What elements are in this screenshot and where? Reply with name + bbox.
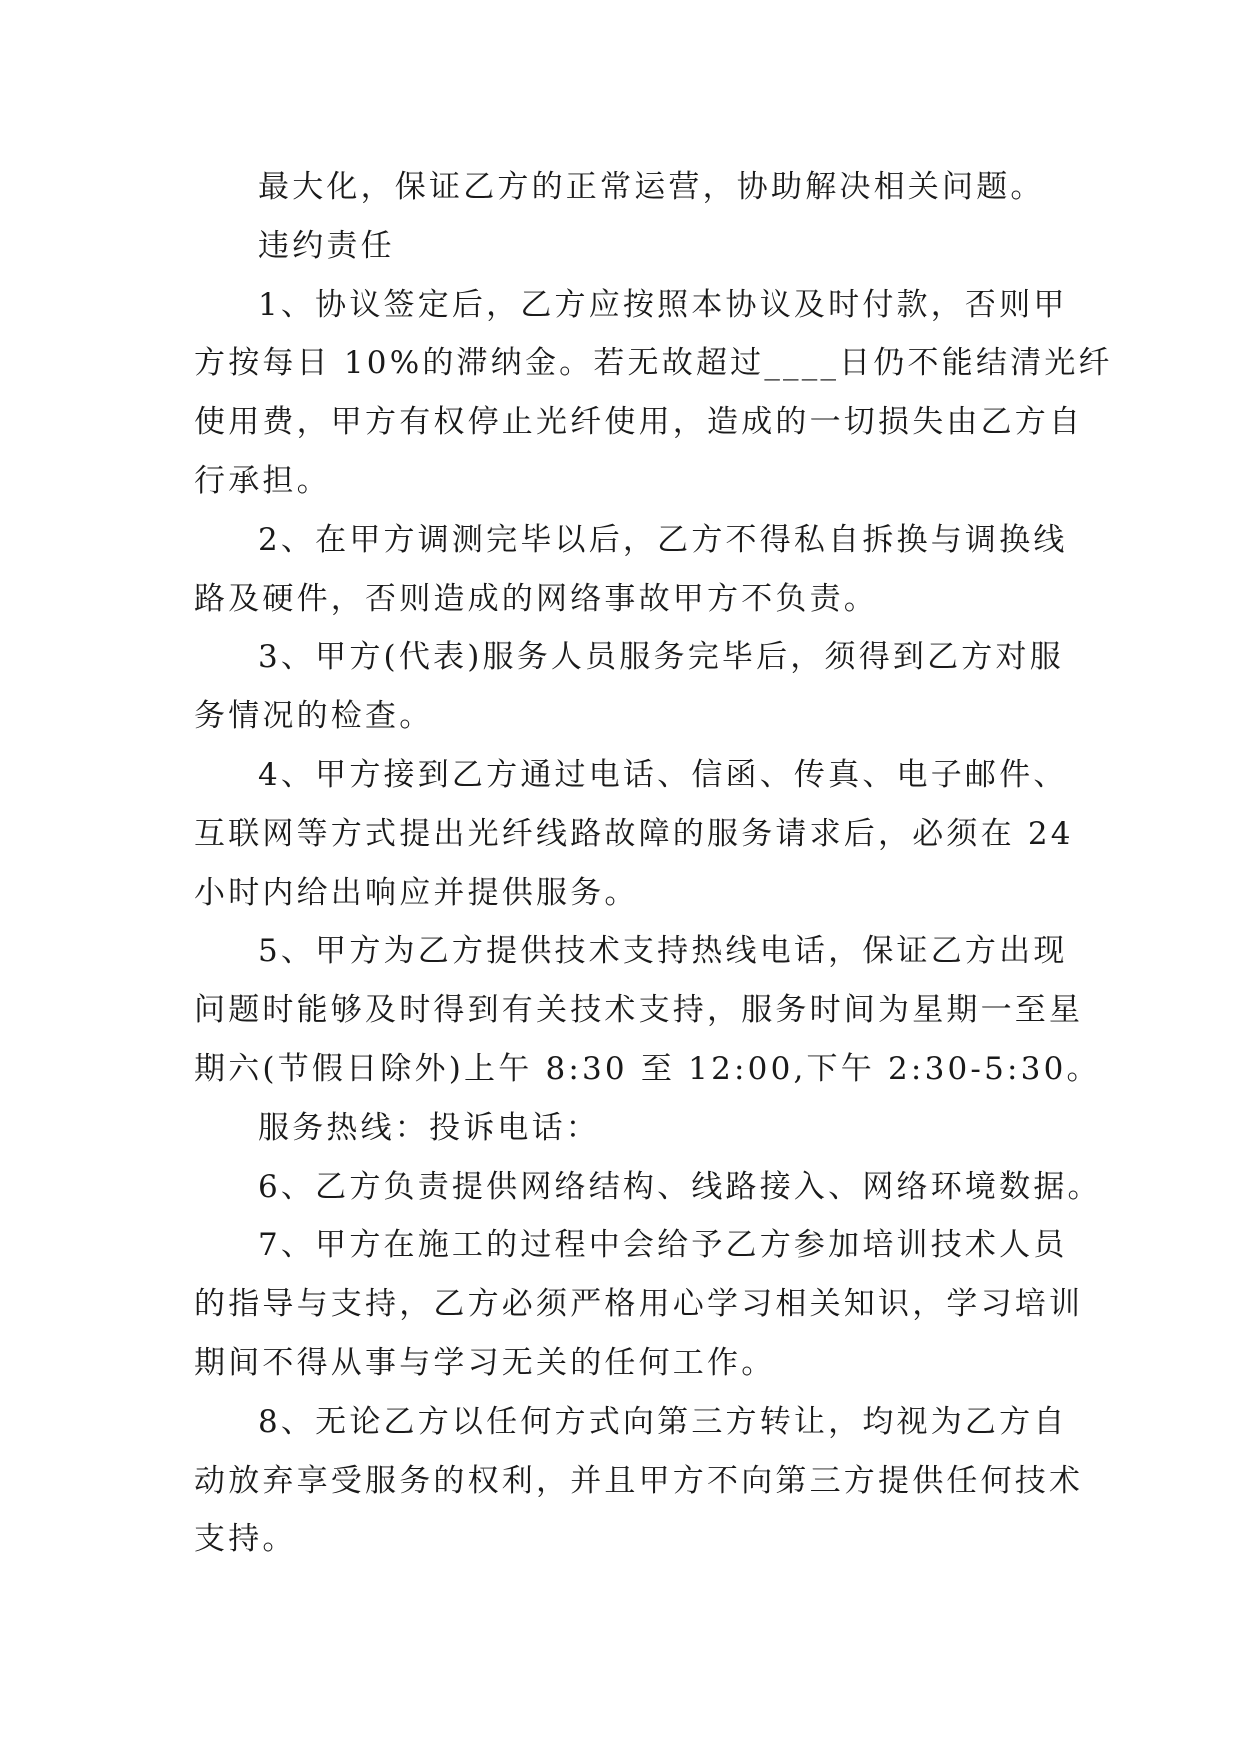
text-line: 4、甲方接到乙方通过电话、信函、传真、电子邮件、 [258, 756, 1068, 793]
clause-6 [194, 1158, 1102, 1217]
text-line: 务情况的检查。 [194, 698, 434, 735]
text-line: 支持。 [194, 1521, 297, 1558]
clause-7 [194, 1216, 1084, 1392]
clause-4 [194, 746, 1074, 922]
clause-1 [194, 276, 1113, 511]
text-line: 小时内给出响应并提供服务。 [194, 874, 639, 911]
text-line: 3、甲方(代表)服务人员服务完毕后，须得到乙方对服 [258, 639, 1064, 676]
text-line: 服务热线：投诉电话： [258, 1109, 600, 1146]
text-line: 最大化，保证乙方的正常运营，协助解决相关问题。 [258, 169, 1045, 205]
text-line: 期间不得从事与学习无关的任何工作。 [194, 1344, 776, 1381]
text-line: 问题时能够及时得到有关技术支持，服务时间为星期一至星 [194, 992, 1084, 1029]
clause-5 [194, 922, 1101, 1098]
text-line: 互联网等方式提出光纤线路故障的服务请求后，必须在 24 [194, 815, 1074, 852]
text-line: 动放弃享受服务的权利，并且甲方不向第三方提供任何技术 [194, 1462, 1084, 1499]
document-body [194, 158, 1113, 1569]
text-line: 行承担。 [194, 462, 331, 499]
paragraph-continuation [194, 158, 1054, 217]
text-line: 5、甲方为乙方提供技术支持热线电话，保证乙方出现 [258, 933, 1068, 970]
text-line: 1、协议签定后，乙方应按照本协议及时付款，否则甲 [258, 286, 1068, 323]
service-hotline-line [194, 1099, 1054, 1158]
text-line: 6、乙方负责提供网络结构、线路接入、网络环境数据。 [258, 1168, 1102, 1205]
clause-2 [194, 511, 1068, 629]
text-line: 路及硬件，否则造成的网络事故甲方不负责。 [194, 580, 878, 617]
text-line: 使用费，甲方有权停止光纤使用，造成的一切损失由乙方自 [194, 404, 1084, 441]
text-line: 2、在甲方调测完毕以后，乙方不得私自拆换与调换线 [258, 521, 1068, 558]
text-line: 的指导与支持，乙方必须严格用心学习相关知识，学习培训 [194, 1286, 1084, 1323]
clause-3 [194, 628, 1064, 746]
text-line: 期六(节假日除外)上午 8:30 至 12:00,下午 2:30-5:30。 [194, 1050, 1101, 1087]
text-line: 方按每日 10%的滞纳金。若无故超过____日仍不能结清光纤 [194, 345, 1113, 382]
section-heading-breach-liability [194, 217, 1054, 276]
text-line: 7、甲方在施工的过程中会给予乙方参加培训技术人员 [258, 1227, 1068, 1264]
text-line: 8、无论乙方以任何方式向第三方转让，均视为乙方自 [258, 1403, 1068, 1440]
clause-8 [194, 1393, 1084, 1569]
text-line: 违约责任 [258, 227, 395, 264]
